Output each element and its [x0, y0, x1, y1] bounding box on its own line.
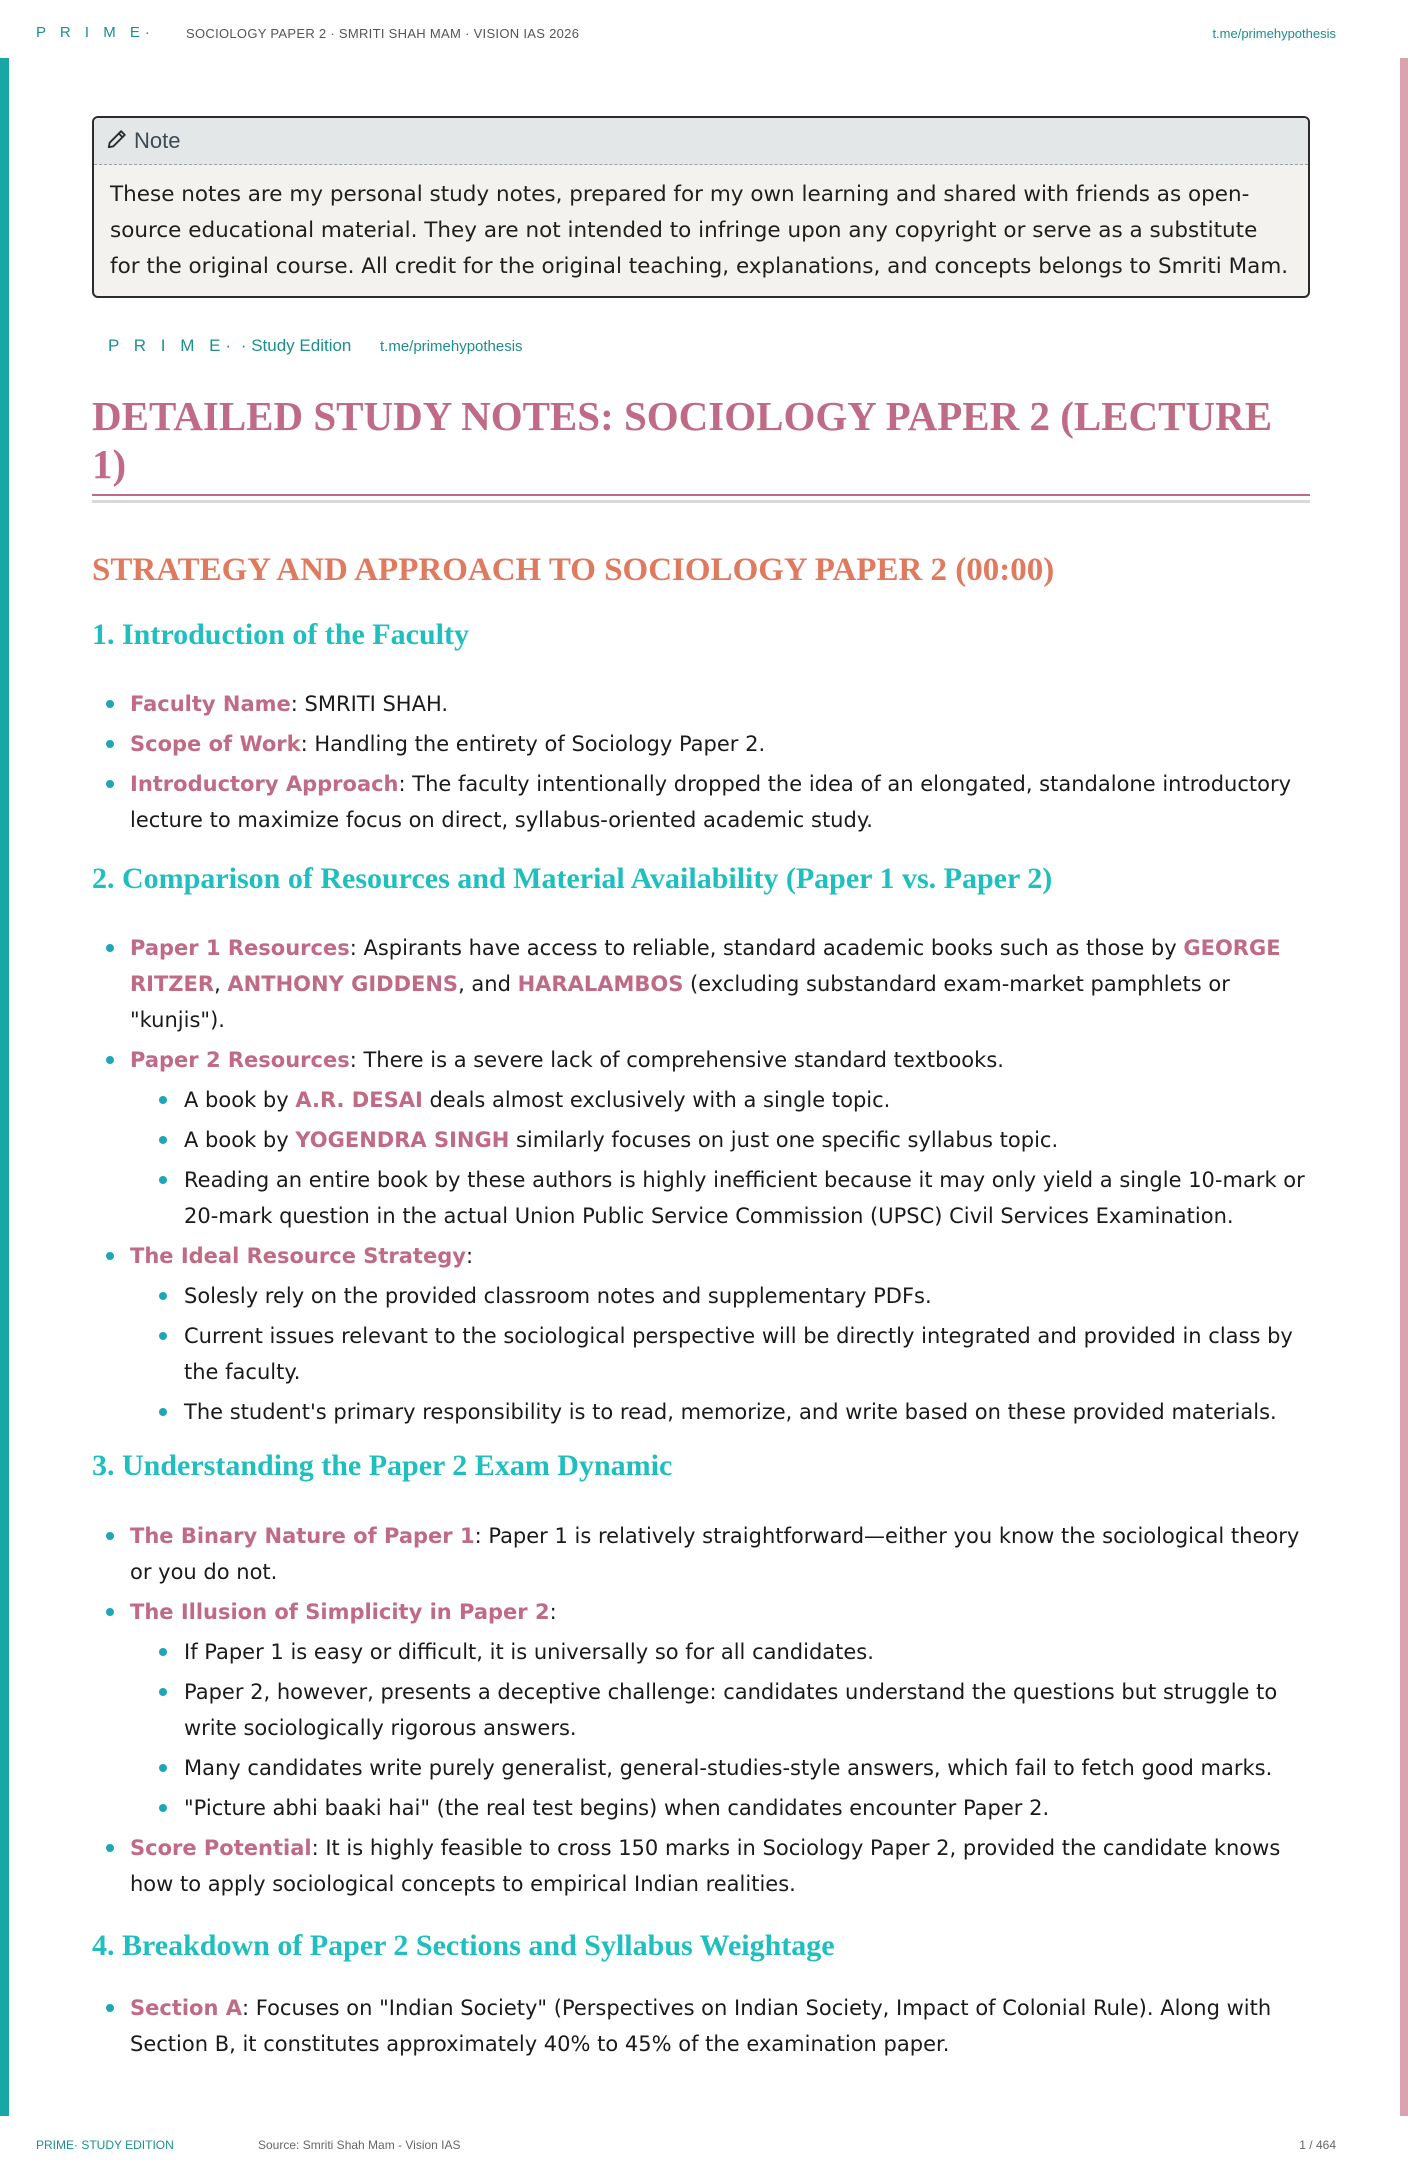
note-callout [92, 116, 1310, 298]
item-text: : It is highly feasible to cross 150 marks in Sociology Paper 2, provided the candidate knows how to apply sociological concepts to empirical Indian realities. [130, 1836, 1281, 1896]
faculty-list [104, 686, 1320, 842]
sub-telegram-link[interactable]: t.me/primehypothesis [380, 338, 523, 355]
sub-item: Paper 2, however, presents a deceptive challenge: candidates understand the questions but struggle to write sociologically rigorous answers. [130, 1674, 1320, 1746]
sub-item: Many candidates write purely generalist, general-studies-style answers, which fail to fetch good marks. [130, 1750, 1320, 1786]
heading-resources: 2. Comparison of Resources and Material Availability (Paper 1 vs. Paper 2) [92, 862, 1053, 895]
item-key: Introductory Approach [130, 772, 399, 796]
study-edition-header [108, 336, 523, 356]
page-number: 1 / 464 [1299, 2138, 1336, 2152]
heading-breakdown: 4. Breakdown of Paper 2 Sections and Syllabus Weightage [92, 1929, 835, 1962]
resources-list [104, 930, 1320, 1434]
item-text: similarly focuses on just one specific syllabus topic. [509, 1128, 1059, 1152]
author-name: YOGENDRA SINGH [295, 1128, 510, 1152]
item-key: Section A [130, 1996, 242, 2020]
item-key: Paper 1 Resources [130, 936, 350, 960]
item-key: Score Potential [130, 1836, 312, 1860]
author-name: ANTHONY GIDDENS [227, 972, 459, 996]
section-heading: STRATEGY AND APPROACH TO SOCIOLOGY PAPER 2 (00:00) [92, 552, 1055, 588]
item-key: The Illusion of Simplicity in Paper 2 [130, 1600, 550, 1624]
item-text: , [214, 972, 228, 996]
footer-source: Source: Smriti Shah Mam - Vision IAS [258, 2138, 461, 2152]
sub-item [130, 1082, 1320, 1118]
sub-item: Current issues relevant to the sociological perspective will be directly integrated and provided in class by the faculty. [130, 1318, 1320, 1390]
list-item [104, 1042, 1320, 1234]
sub-item: Reading an entire book by these authors is highly inefficient because it may only yield a single 10-mark or 20-mark question in the actual Union Public Service Commission (UPSC) Civil Services Examination. [130, 1162, 1320, 1234]
item-text: deals almost exclusively with a single topic. [422, 1088, 891, 1112]
note-title: Note [134, 128, 181, 153]
item-text: : [465, 1244, 474, 1268]
sub-item: "Picture abhi baaki hai" (the real test begins) when candidates encounter Paper 2. [130, 1790, 1320, 1826]
note-body: These notes are my personal study notes, prepared for my own learning and shared with friends as open-source educational material. They are not intended to infringe upon any copyright or serve as a substitute for the original course. All credit for the original teaching, explanations, and concepts belongs to Smriti Mam. [110, 182, 1289, 279]
item-text: A book by [184, 1128, 296, 1152]
item-text: : There is a severe lack of comprehensive standard textbooks. [349, 1048, 1004, 1072]
item-key: The Ideal Resource Strategy [130, 1244, 466, 1268]
list-item [104, 1830, 1320, 1902]
header-meta: SOCIOLOGY PAPER 2 · SMRITI SHAH MAM · VISION IAS 2026 [186, 26, 580, 41]
sub-item: The student's primary responsibility is to read, memorize, and write based on these provided materials. [130, 1394, 1320, 1430]
heading-exam-dynamic: 3. Understanding the Paper 2 Exam Dynamic [92, 1449, 673, 1482]
item-key: The Binary Nature of Paper 1 [130, 1524, 475, 1548]
sub-brand: P R I M E· [108, 336, 237, 355]
pencil-icon [106, 128, 134, 155]
item-text: : SMRITI SHAH. [290, 692, 449, 716]
page-header [36, 24, 1372, 44]
sub-list [130, 1278, 1320, 1430]
item-text: : Paper 1 is relatively straightforward—either you know the sociological theory or you do not. [130, 1524, 1300, 1584]
author-name: A.R. DESAI [295, 1088, 423, 1112]
item-key: Scope of Work [130, 732, 301, 756]
item-text: : The faculty intentionally dropped the idea of an elongated, standalone introductory lecture to maximize focus on direct, syllabus-oriented academic study. [130, 772, 1292, 832]
left-accent-bar [0, 58, 9, 2116]
list-item [104, 1518, 1320, 1590]
list-item [104, 1238, 1320, 1430]
item-text: : Handling the entirety of Sociology Paper 2. [300, 732, 766, 756]
exam-dynamic-list [104, 1518, 1320, 1906]
edition-label: · Study Edition [236, 336, 352, 355]
sub-item [130, 1122, 1320, 1158]
list-item [104, 726, 1320, 762]
right-accent-bar [1400, 58, 1408, 2116]
item-text: : Aspirants have access to reliable, standard academic books such as those by [349, 936, 1184, 960]
item-text: , and [458, 972, 518, 996]
author-name: HARALAMBOS [517, 972, 684, 996]
note-header [94, 118, 1308, 165]
telegram-link[interactable]: t.me/primehypothesis [1212, 26, 1336, 41]
sub-list [130, 1082, 1320, 1234]
list-item [104, 1594, 1320, 1826]
sub-item: Solesly rely on the provided classroom notes and supplementary PDFs. [130, 1278, 1320, 1314]
item-text: (excluding substandard exam-market pamphlets or "kunjis"). [130, 972, 1230, 1032]
list-item [104, 1990, 1320, 2062]
item-text: : Focuses on "Indian Society" (Perspectives on Indian Society, Impact of Colonial Rule). Along with Section B, it constitutes approximately 40% to 45% of the examination paper. [130, 1996, 1272, 2056]
footer-brand: PRIME· STUDY EDITION [36, 2138, 174, 2152]
list-item [104, 686, 1320, 722]
breakdown-list [104, 1990, 1320, 2066]
item-text: : [549, 1600, 557, 1624]
sub-list [130, 1634, 1320, 1826]
item-key: Faculty Name [130, 692, 291, 716]
heading-introduction: 1. Introduction of the Faculty [92, 618, 469, 651]
author-name: GEORGE RITZER [130, 936, 1281, 996]
sub-item: If Paper 1 is easy or difficult, it is universally so for all candidates. [130, 1634, 1320, 1670]
item-key: Paper 2 Resources [130, 1048, 350, 1072]
list-item [104, 766, 1320, 838]
divider [92, 500, 1310, 503]
brand-logo: P R I M E· [36, 24, 155, 41]
item-text: A book by [184, 1088, 296, 1112]
page-title: DETAILED STUDY NOTES: SOCIOLOGY PAPER 2 (LECTURE 1) [92, 392, 1310, 496]
list-item [104, 930, 1320, 1038]
